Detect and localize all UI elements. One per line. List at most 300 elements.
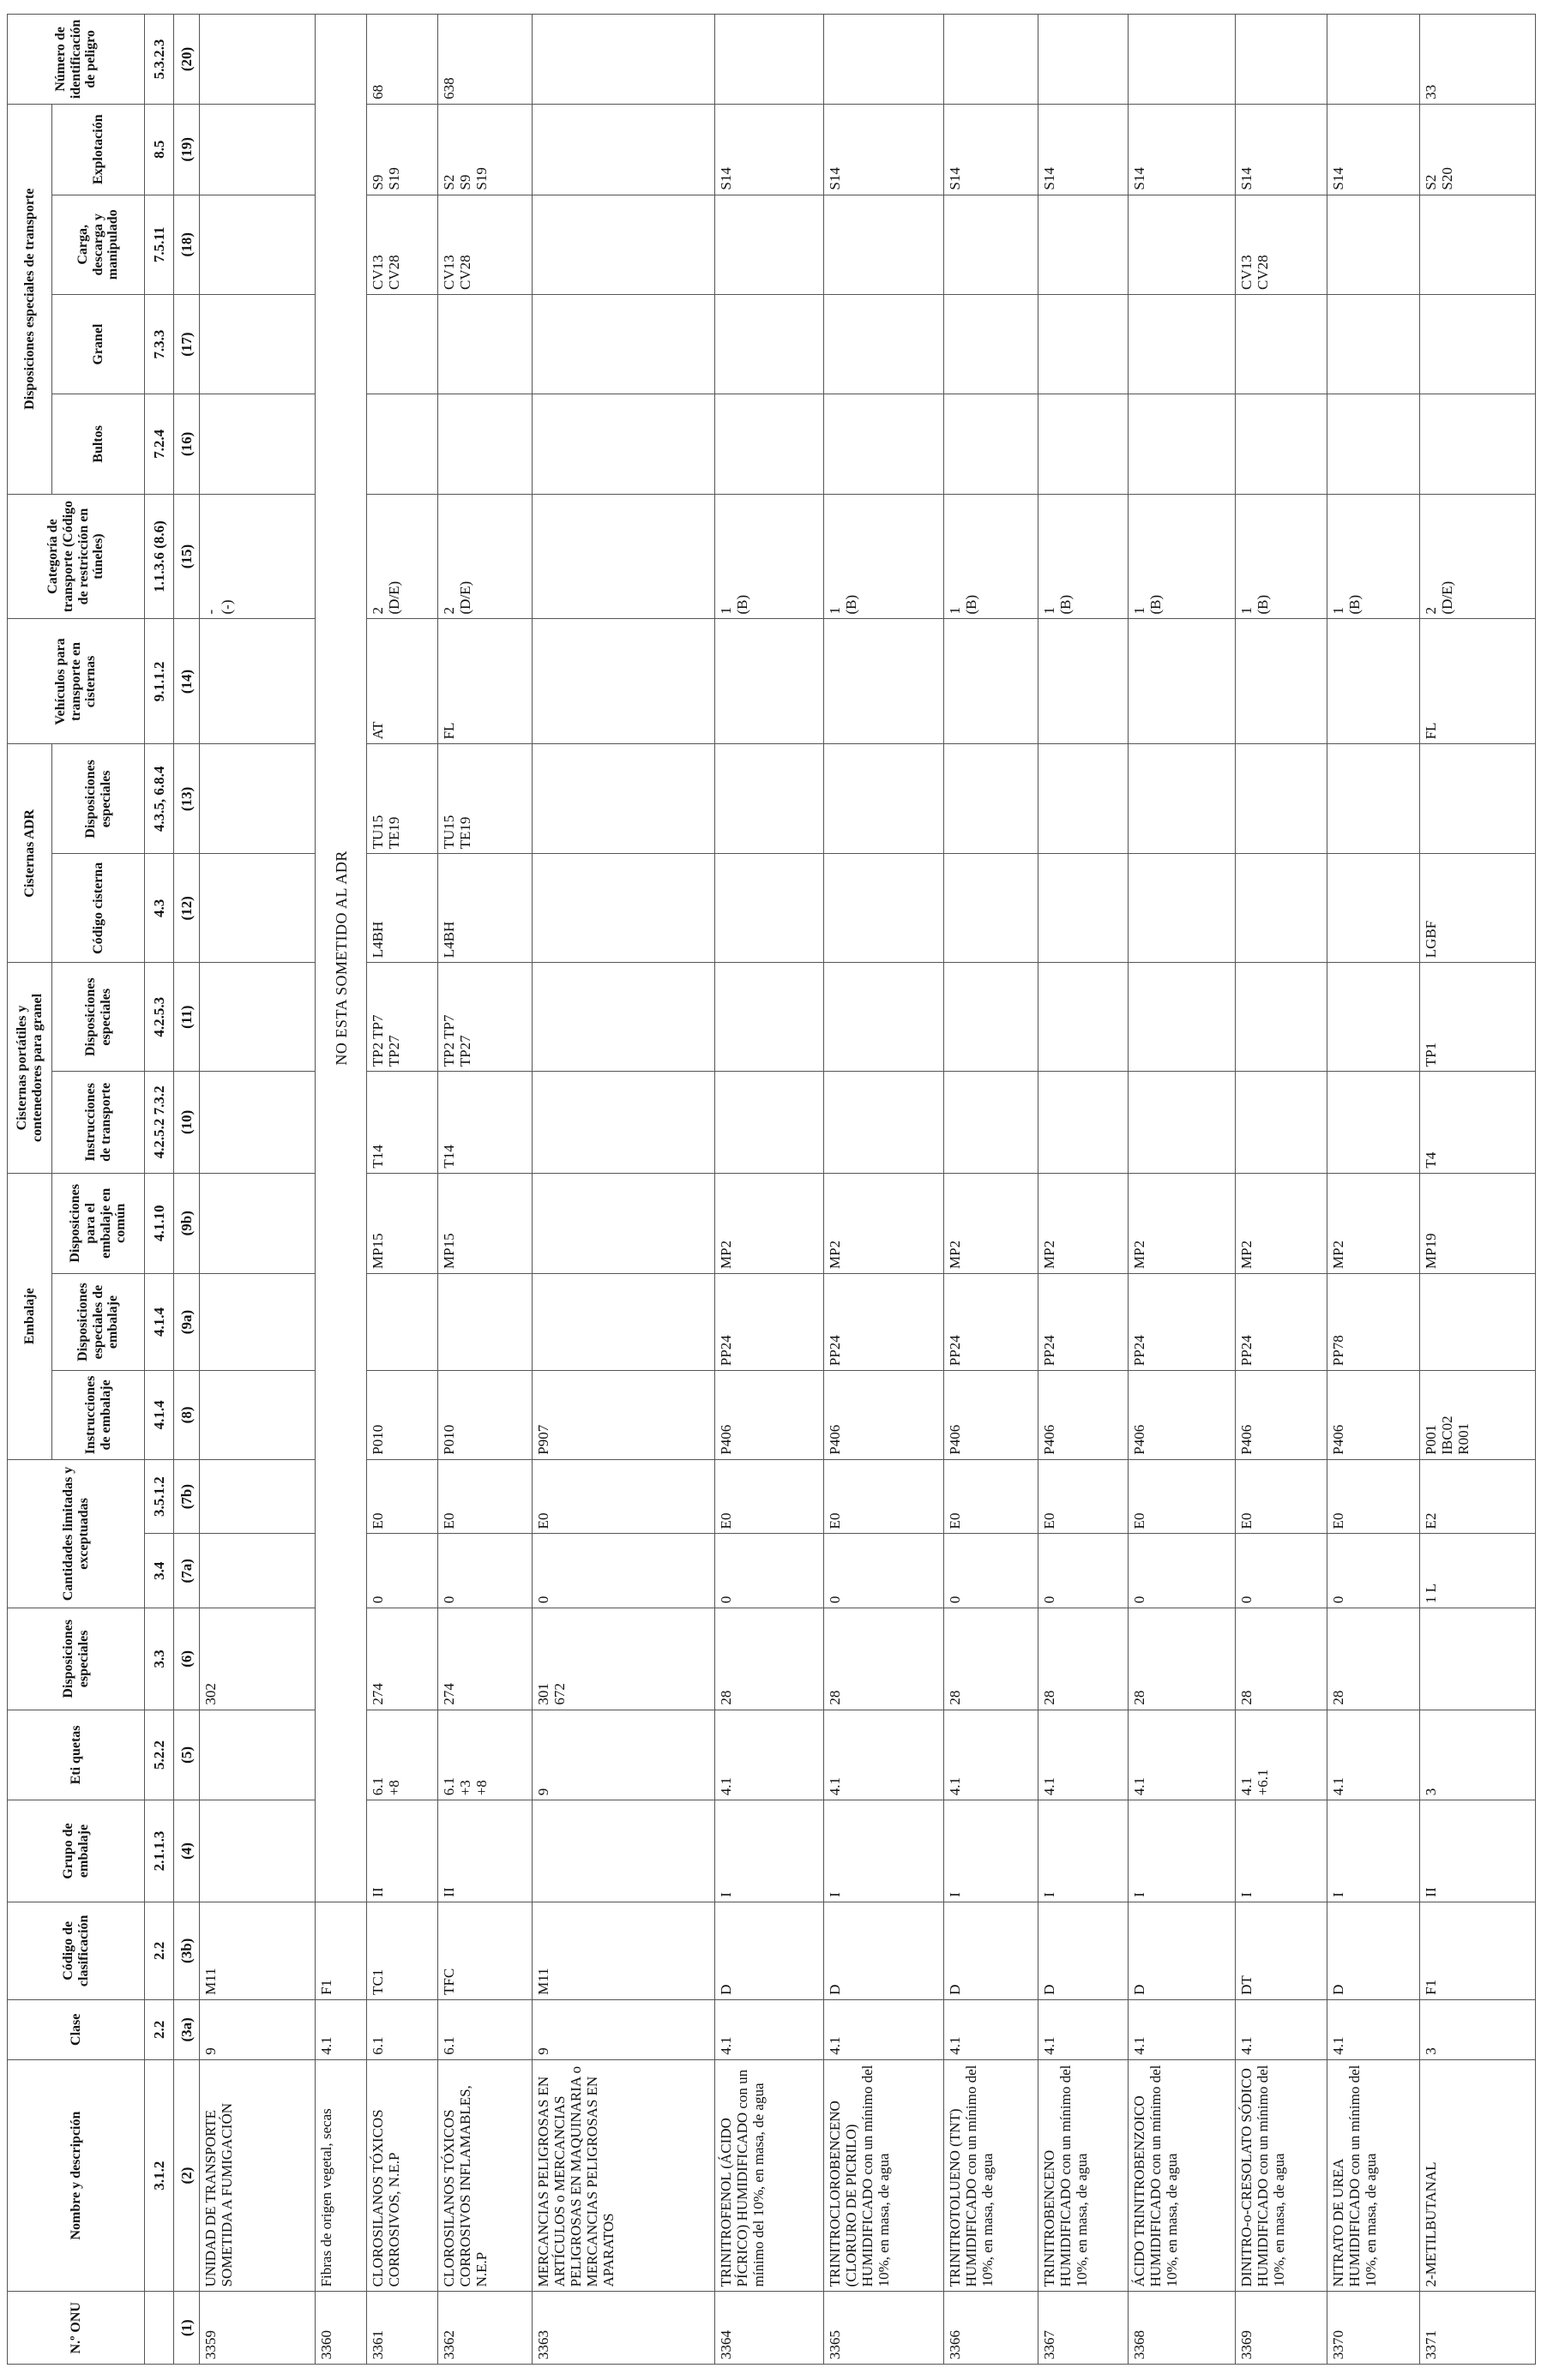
vehicle-cell bbox=[944, 619, 1038, 744]
packages-cell bbox=[1419, 394, 1535, 494]
classification-code-cell: M11 bbox=[533, 1902, 714, 1999]
ref-cell: 2.1.1.3 bbox=[145, 1800, 174, 1902]
adr-tank-special-cell bbox=[1419, 744, 1535, 854]
operation-cell: S14 bbox=[944, 104, 1038, 195]
bulk-cell bbox=[1038, 294, 1129, 394]
loading-cell: CV13 CV28 bbox=[367, 195, 438, 294]
un-number-cell: 3362 bbox=[438, 2292, 533, 2365]
limited-quantity-cell: 0 bbox=[823, 1534, 943, 1608]
classification-code-cell: D bbox=[714, 1902, 823, 1999]
special-packing-cell: PP24 bbox=[714, 1273, 823, 1370]
class-cell: 9 bbox=[533, 1999, 714, 2059]
loading-cell bbox=[533, 195, 714, 294]
operation-cell: S2 S9 S19 bbox=[438, 104, 533, 195]
operation-cell bbox=[200, 104, 316, 195]
col-num-cell: (14) bbox=[174, 619, 200, 744]
loading-cell bbox=[1038, 195, 1129, 294]
header-classification-code: Código de clasificación bbox=[8, 1902, 145, 1999]
table-row bbox=[200, 15, 316, 2365]
not-subject-note: NO ESTA SOMETIDO AL ADR bbox=[316, 15, 367, 1902]
header-tank-special: Disposiciones especiales bbox=[52, 963, 145, 1072]
ref-cell: 3.5.1.2 bbox=[145, 1459, 174, 1534]
hazard-id-cell bbox=[200, 15, 316, 105]
operation-cell: S14 bbox=[714, 104, 823, 195]
tank-instruction-cell bbox=[1129, 1072, 1236, 1173]
tank-code-cell bbox=[1038, 854, 1129, 963]
header-special-provisions: Disposiciones especiales bbox=[8, 1608, 145, 1710]
transport-category-cell: 2 (D/E) bbox=[367, 494, 438, 619]
header-bulk: Granel bbox=[52, 294, 145, 394]
limited-quantity-cell: 0 bbox=[944, 1534, 1038, 1608]
un-number-cell: 3369 bbox=[1235, 2292, 1327, 2365]
special-packing-cell: PP78 bbox=[1327, 1273, 1420, 1370]
ref-cell: 8.5 bbox=[145, 104, 174, 195]
transport-category-cell: 1 (B) bbox=[823, 494, 943, 619]
limited-quantity-cell: 0 bbox=[533, 1534, 714, 1608]
packages-cell bbox=[714, 394, 823, 494]
excepted-quantity-cell: E0 bbox=[1327, 1459, 1420, 1534]
classification-code-cell: DT bbox=[1235, 1902, 1327, 1999]
header-tank-instructions: Instrucciones de transporte bbox=[52, 1072, 145, 1173]
ref-cell: 3.1.2 bbox=[145, 2059, 174, 2292]
packages-cell bbox=[944, 394, 1038, 494]
packing-group-cell: II bbox=[1419, 1800, 1535, 1902]
vehicle-cell bbox=[1129, 619, 1236, 744]
header-hazard-id: Número de identificación de peligro bbox=[8, 15, 145, 105]
hazard-id-cell bbox=[1235, 15, 1327, 105]
col-num-cell: (20) bbox=[174, 15, 200, 105]
transport-category-cell: 1 (B) bbox=[944, 494, 1038, 619]
class-cell: 4.1 bbox=[1038, 1999, 1129, 2059]
tank-code-cell bbox=[533, 854, 714, 963]
vehicle-cell bbox=[533, 619, 714, 744]
adr-tank-special-cell bbox=[944, 744, 1038, 854]
adr-tank-special-cell bbox=[533, 744, 714, 854]
bulk-cell bbox=[823, 294, 943, 394]
tank-code-cell: L4BH bbox=[367, 854, 438, 963]
adr-tank-special-cell: TU15 TE19 bbox=[438, 744, 533, 854]
labels-cell: 4.1 bbox=[1129, 1710, 1236, 1800]
loading-cell: CV13 CV28 bbox=[438, 195, 533, 294]
tank-instruction-cell bbox=[714, 1072, 823, 1173]
name-cell: 2-METILBUTANAL bbox=[1419, 2059, 1535, 2292]
packing-instruction-cell: P406 bbox=[944, 1371, 1038, 1460]
hazard-id-cell: 638 bbox=[438, 15, 533, 105]
un-number-cell: 3361 bbox=[367, 2292, 438, 2365]
col-num-cell: (11) bbox=[174, 963, 200, 1072]
ref-cell: 4.2.5.2 7.3.2 bbox=[145, 1072, 174, 1173]
col-num-cell: (6) bbox=[174, 1608, 200, 1710]
col-num-cell: (12) bbox=[174, 854, 200, 963]
classification-code-cell: TC1 bbox=[367, 1902, 438, 1999]
excepted-quantity-cell: E0 bbox=[1235, 1459, 1327, 1534]
name-cell: NITRATO DE UREA HUMIDIFICADO con un mínimo del 10%, en masa, de agua bbox=[1327, 2059, 1420, 2292]
header-packing-instructions: Instrucciones de embalaje bbox=[52, 1371, 145, 1460]
tank-special-cell bbox=[1038, 963, 1129, 1072]
tank-instruction-cell bbox=[823, 1072, 943, 1173]
table-row bbox=[1038, 15, 1129, 2365]
operation-cell: S14 bbox=[1327, 104, 1420, 195]
special-provisions-cell: 274 bbox=[367, 1608, 438, 1710]
col-num-cell: (2) bbox=[174, 2059, 200, 2292]
packing-group-cell: I bbox=[1235, 1800, 1327, 1902]
transport-category-cell: 2 (D/E) bbox=[1419, 494, 1535, 619]
tank-special-cell: TP2 TP7 TP27 bbox=[367, 963, 438, 1072]
col-num-cell: (17) bbox=[174, 294, 200, 394]
header-portable-tanks-group: Cisternas portátiles y contenedores para granel bbox=[8, 963, 52, 1173]
tank-code-cell bbox=[714, 854, 823, 963]
bulk-cell bbox=[714, 294, 823, 394]
tank-code-cell: L4BH bbox=[438, 854, 533, 963]
excepted-quantity-cell: E0 bbox=[944, 1459, 1038, 1534]
tank-instruction-cell bbox=[533, 1072, 714, 1173]
bulk-cell bbox=[438, 294, 533, 394]
tank-special-cell bbox=[1235, 963, 1327, 1072]
transport-category-cell: - (-) bbox=[200, 494, 316, 619]
ref-cell: 4.2.5.3 bbox=[145, 963, 174, 1072]
loading-cell bbox=[823, 195, 943, 294]
un-number-cell: 3370 bbox=[1327, 2292, 1420, 2365]
limited-quantity-cell bbox=[200, 1534, 316, 1608]
table-row bbox=[944, 15, 1038, 2365]
header-packages: Bultos bbox=[52, 394, 145, 494]
header-operation: Explotación bbox=[52, 104, 145, 195]
tank-code-cell bbox=[1327, 854, 1420, 963]
limited-quantity-cell: 0 bbox=[367, 1534, 438, 1608]
packing-group-cell bbox=[200, 1800, 316, 1902]
name-cell: CLOROSILANOS TÓXICOS CORROSIVOS INFLAMABLES, N.E.P bbox=[438, 2059, 533, 2292]
special-provisions-cell: 28 bbox=[1038, 1608, 1129, 1710]
name-cell: UNIDAD DE TRANSPORTE SOMETIDA A FUMIGACIÓN bbox=[200, 2059, 316, 2292]
tank-instruction-cell bbox=[1038, 1072, 1129, 1173]
limited-quantity-cell: 0 bbox=[1038, 1534, 1129, 1608]
tank-code-cell bbox=[200, 854, 316, 963]
name-cell: ÁCIDO TRINITROBENZOICO HUMIDIFICADO con un mínimo del 10%, en masa, de agua bbox=[1129, 2059, 1236, 2292]
hazard-id-cell: 33 bbox=[1419, 15, 1535, 105]
table-row bbox=[1327, 15, 1420, 2365]
header-loading: Carga, descarga y manipulado bbox=[52, 195, 145, 294]
hazard-id-cell bbox=[944, 15, 1038, 105]
excepted-quantity-cell: E0 bbox=[823, 1459, 943, 1534]
classification-code-cell: D bbox=[1129, 1902, 1236, 1999]
bulk-cell bbox=[367, 294, 438, 394]
col-num-cell: (16) bbox=[174, 394, 200, 494]
name-cell: CLOROSILANOS TÓXICOS CORROSIVOS, N.E.P bbox=[367, 2059, 438, 2292]
ref-cell: 5.3.2.3 bbox=[145, 15, 174, 105]
packing-group-cell: I bbox=[944, 1800, 1038, 1902]
packages-cell bbox=[1038, 394, 1129, 494]
tank-special-cell bbox=[1327, 963, 1420, 1072]
excepted-quantity-cell: E0 bbox=[438, 1459, 533, 1534]
bulk-cell bbox=[1235, 294, 1327, 394]
tank-special-cell bbox=[533, 963, 714, 1072]
special-provisions-cell: 28 bbox=[823, 1608, 943, 1710]
header-name: Nombre y descripción bbox=[8, 2059, 145, 2292]
col-num-cell: (3b) bbox=[174, 1902, 200, 1999]
labels-cell: 4.1 bbox=[944, 1710, 1038, 1800]
tank-special-cell bbox=[200, 963, 316, 1072]
ref-cell: 2.2 bbox=[145, 1999, 174, 2059]
tank-instruction-cell: T14 bbox=[438, 1072, 533, 1173]
col-num-cell: (13) bbox=[174, 744, 200, 854]
excepted-quantity-cell: E0 bbox=[533, 1459, 714, 1534]
adr-tank-special-cell bbox=[823, 744, 943, 854]
header-mixed-packing: Disposiciones para el embalaje en común bbox=[52, 1173, 145, 1273]
ref-cell: 5.2.2 bbox=[145, 1710, 174, 1800]
class-cell: 4.1 bbox=[714, 1999, 823, 2059]
tank-special-cell: TP2 TP7 TP27 bbox=[438, 963, 533, 1072]
packages-cell bbox=[438, 394, 533, 494]
bulk-cell bbox=[1419, 294, 1535, 394]
tank-special-cell bbox=[714, 963, 823, 1072]
special-packing-cell bbox=[200, 1273, 316, 1370]
class-cell: 4.1 bbox=[1235, 1999, 1327, 2059]
name-cell: TRINITROBENCENO HUMIDIFICADO con un mínimo del 10%, en masa, de agua bbox=[1038, 2059, 1129, 2292]
packing-instruction-cell: P010 bbox=[367, 1371, 438, 1460]
packing-group-cell: I bbox=[823, 1800, 943, 1902]
operation-cell: S14 bbox=[1129, 104, 1236, 195]
packing-instruction-cell: P010 bbox=[438, 1371, 533, 1460]
packing-instruction-cell: P406 bbox=[1327, 1371, 1420, 1460]
special-packing-cell bbox=[533, 1273, 714, 1370]
hazard-id-cell bbox=[714, 15, 823, 105]
special-provisions-cell: 302 bbox=[200, 1608, 316, 1710]
bulk-cell bbox=[1129, 294, 1236, 394]
un-number-cell: 3371 bbox=[1419, 2292, 1535, 2365]
class-cell: 6.1 bbox=[438, 1999, 533, 2059]
class-cell: 4.1 bbox=[1327, 1999, 1420, 2059]
operation-cell: S2 S20 bbox=[1419, 104, 1535, 195]
header-limited-quantities: Cantidades limitadas y exceptuadas bbox=[8, 1459, 145, 1608]
hazard-id-cell bbox=[823, 15, 943, 105]
col-num-cell: (8) bbox=[174, 1371, 200, 1460]
mixed-packing-cell: MP2 bbox=[1038, 1173, 1129, 1273]
special-provisions-cell bbox=[1419, 1608, 1535, 1710]
col-num-cell: (15) bbox=[174, 494, 200, 619]
limited-quantity-cell: 0 bbox=[1129, 1534, 1236, 1608]
special-provisions-cell: 274 bbox=[438, 1608, 533, 1710]
special-provisions-cell: 28 bbox=[1327, 1608, 1420, 1710]
excepted-quantity-cell bbox=[200, 1459, 316, 1534]
classification-code-cell: F1 bbox=[316, 1902, 367, 1999]
header-adr-tanks-group: Cisternas ADR bbox=[8, 744, 52, 963]
col-num-cell: (18) bbox=[174, 195, 200, 294]
packing-group-cell: II bbox=[367, 1800, 438, 1902]
special-packing-cell: PP24 bbox=[1129, 1273, 1236, 1370]
header-packaging-group: Embalaje bbox=[8, 1173, 52, 1459]
tank-instruction-cell bbox=[1235, 1072, 1327, 1173]
adr-tank-special-cell bbox=[1038, 744, 1129, 854]
hazard-id-cell: 68 bbox=[367, 15, 438, 105]
classification-code-cell: M11 bbox=[200, 1902, 316, 1999]
tank-instruction-cell bbox=[944, 1072, 1038, 1173]
packing-instruction-cell: P406 bbox=[823, 1371, 943, 1460]
un-number-cell: 3367 bbox=[1038, 2292, 1129, 2365]
excepted-quantity-cell: E0 bbox=[714, 1459, 823, 1534]
header-vehicle: Vehículos para transporte en cisternas bbox=[8, 619, 145, 744]
name-cell: Fibras de origen vegetal, secas bbox=[316, 2059, 367, 2292]
transport-category-cell: 1 (B) bbox=[1129, 494, 1236, 619]
operation-cell: S9 S19 bbox=[367, 104, 438, 195]
packing-group-cell: I bbox=[1038, 1800, 1129, 1902]
tank-code-cell: LGBF bbox=[1419, 854, 1535, 963]
tank-instruction-cell bbox=[200, 1072, 316, 1173]
packing-group-cell bbox=[533, 1800, 714, 1902]
hazard-id-cell bbox=[1327, 15, 1420, 105]
tank-special-cell bbox=[1129, 963, 1236, 1072]
class-cell: 9 bbox=[200, 1999, 316, 2059]
special-packing-cell: PP24 bbox=[823, 1273, 943, 1370]
header-special-transport-group: Disposiciones especiales de transporte bbox=[8, 104, 52, 494]
labels-cell: 3 bbox=[1419, 1710, 1535, 1800]
classification-code-cell: D bbox=[823, 1902, 943, 1999]
un-number-cell: 3364 bbox=[714, 2292, 823, 2365]
loading-cell bbox=[200, 195, 316, 294]
adr-tank-special-cell bbox=[1327, 744, 1420, 854]
un-number-cell: 3365 bbox=[823, 2292, 943, 2365]
classification-code-cell: D bbox=[944, 1902, 1038, 1999]
tank-special-cell bbox=[823, 963, 943, 1072]
ref-cell: 7.2.4 bbox=[145, 394, 174, 494]
special-packing-cell bbox=[438, 1273, 533, 1370]
labels-cell: 6.1 +8 bbox=[367, 1710, 438, 1800]
vehicle-cell bbox=[823, 619, 943, 744]
table-row bbox=[533, 15, 714, 2365]
bulk-cell bbox=[200, 294, 316, 394]
packages-cell bbox=[533, 394, 714, 494]
col-num-cell: (19) bbox=[174, 104, 200, 195]
labels-cell: 4.1 bbox=[714, 1710, 823, 1800]
packages-cell bbox=[200, 394, 316, 494]
tank-instruction-cell bbox=[1327, 1072, 1420, 1173]
ref-cell: 3.4 bbox=[145, 1534, 174, 1608]
table-row bbox=[714, 15, 823, 2365]
vehicle-cell bbox=[714, 619, 823, 744]
mixed-packing-cell: MP15 bbox=[438, 1173, 533, 1273]
col-num-cell: (7a) bbox=[174, 1534, 200, 1608]
un-number-cell: 3359 bbox=[200, 2292, 316, 2365]
mixed-packing-cell bbox=[533, 1173, 714, 1273]
packing-group-cell: I bbox=[714, 1800, 823, 1902]
classification-code-cell: F1 bbox=[1419, 1902, 1535, 1999]
loading-cell: CV13 CV28 bbox=[1235, 195, 1327, 294]
header-transport-category: Categoría de transporte (Código de restricción en túneles) bbox=[8, 494, 145, 619]
name-cell: MERCANCIAS PELIGROSAS EN ARTÍCULOS o MERCANCIAS PELIGROSAS EN MAQUINARIA o MERCANCIAS PELIGROSAS EN APARATOS bbox=[533, 2059, 714, 2292]
special-packing-cell: PP24 bbox=[1235, 1273, 1327, 1370]
class-cell: 4.1 bbox=[1129, 1999, 1236, 2059]
special-provisions-cell: 28 bbox=[1129, 1608, 1236, 1710]
adr-table bbox=[7, 14, 1536, 2365]
bulk-cell bbox=[944, 294, 1038, 394]
ref-cell: 7.5.11 bbox=[145, 195, 174, 294]
table-row bbox=[1419, 15, 1535, 2365]
name-cell: TRINITROCLOROBENCENO (CLORURO DE PICRILO) HUMIDIFICADO con un mínimo del 10%, en masa, de agua bbox=[823, 2059, 943, 2292]
loading-cell bbox=[1419, 195, 1535, 294]
table-row bbox=[1235, 15, 1327, 2365]
adr-tank-special-cell bbox=[1129, 744, 1236, 854]
ref-cell bbox=[145, 2292, 174, 2365]
header-class: Clase bbox=[8, 1999, 145, 2059]
un-number-cell: 3368 bbox=[1129, 2292, 1236, 2365]
packing-group-cell: I bbox=[1327, 1800, 1420, 1902]
adr-tank-special-cell: TU15 TE19 bbox=[367, 744, 438, 854]
col-num-cell: (7b) bbox=[174, 1459, 200, 1534]
classification-code-cell: TFC bbox=[438, 1902, 533, 1999]
vehicle-cell: AT bbox=[367, 619, 438, 744]
header-packing-group: Grupo de embalaje bbox=[8, 1800, 145, 1902]
ref-cell: 2.2 bbox=[145, 1902, 174, 1999]
col-num-cell: (4) bbox=[174, 1800, 200, 1902]
limited-quantity-cell: 0 bbox=[1327, 1534, 1420, 1608]
mixed-packing-cell: MP15 bbox=[367, 1173, 438, 1273]
table-row bbox=[1129, 15, 1236, 2365]
vehicle-cell bbox=[200, 619, 316, 744]
col-num-cell: (5) bbox=[174, 1710, 200, 1800]
special-packing-cell: PP24 bbox=[944, 1273, 1038, 1370]
mixed-packing-cell: MP2 bbox=[1235, 1173, 1327, 1273]
un-number-cell: 3363 bbox=[533, 2292, 714, 2365]
labels-cell: 4.1 bbox=[1038, 1710, 1129, 1800]
header-un-no: N.º ONU bbox=[8, 2292, 145, 2365]
col-num-cell: (1) bbox=[174, 2292, 200, 2365]
special-packing-cell bbox=[367, 1273, 438, 1370]
tank-special-cell: TP1 bbox=[1419, 963, 1535, 1072]
vehicle-cell bbox=[1038, 619, 1129, 744]
labels-cell: 4.1 +6.1 bbox=[1235, 1710, 1327, 1800]
bulk-cell bbox=[533, 294, 714, 394]
tank-code-cell bbox=[1235, 854, 1327, 963]
col-num-cell: (9a) bbox=[174, 1273, 200, 1370]
packing-instruction-cell: P907 bbox=[533, 1371, 714, 1460]
excepted-quantity-cell: E0 bbox=[1129, 1459, 1236, 1534]
adr-tank-special-cell bbox=[1235, 744, 1327, 854]
mixed-packing-cell: MP2 bbox=[714, 1173, 823, 1273]
ref-cell: 3.3 bbox=[145, 1608, 174, 1710]
special-packing-cell: PP24 bbox=[1038, 1273, 1129, 1370]
packing-group-cell: I bbox=[1129, 1800, 1236, 1902]
tank-code-cell bbox=[823, 854, 943, 963]
adr-tank-special-cell bbox=[714, 744, 823, 854]
reference-row bbox=[145, 15, 174, 2365]
transport-category-cell: 1 (B) bbox=[1235, 494, 1327, 619]
adr-tank-special-cell bbox=[200, 744, 316, 854]
excepted-quantity-cell: E0 bbox=[367, 1459, 438, 1534]
mixed-packing-cell: MP2 bbox=[823, 1173, 943, 1273]
labels-cell: 4.1 bbox=[823, 1710, 943, 1800]
ref-cell: 4.1.4 bbox=[145, 1273, 174, 1370]
header-group-row bbox=[8, 15, 52, 2365]
class-cell: 4.1 bbox=[316, 1999, 367, 2059]
limited-quantity-cell: 0 bbox=[714, 1534, 823, 1608]
operation-cell: S14 bbox=[823, 104, 943, 195]
packing-instruction-cell: P406 bbox=[1129, 1371, 1236, 1460]
class-cell: 4.1 bbox=[944, 1999, 1038, 2059]
packing-instruction-cell: P001 IBC02 R001 bbox=[1419, 1371, 1535, 1460]
packing-instruction-cell: P406 bbox=[714, 1371, 823, 1460]
hazard-id-cell bbox=[1129, 15, 1236, 105]
labels-cell: 4.1 bbox=[1327, 1710, 1420, 1800]
col-num-cell: (9b) bbox=[174, 1173, 200, 1273]
packages-cell bbox=[823, 394, 943, 494]
ref-cell: 7.3.3 bbox=[145, 294, 174, 394]
header-adr-tank-special: Disposiciones especiales bbox=[52, 744, 145, 854]
header-special-packing-provisions: Disposiciones especiales de embalaje bbox=[52, 1273, 145, 1370]
class-cell: 6.1 bbox=[367, 1999, 438, 2059]
ref-cell: 4.1.10 bbox=[145, 1173, 174, 1273]
column-number-row bbox=[174, 15, 200, 2365]
ref-cell: 1.1.3.6 (8.6) bbox=[145, 494, 174, 619]
header-labels: Eti quetas bbox=[8, 1710, 145, 1800]
